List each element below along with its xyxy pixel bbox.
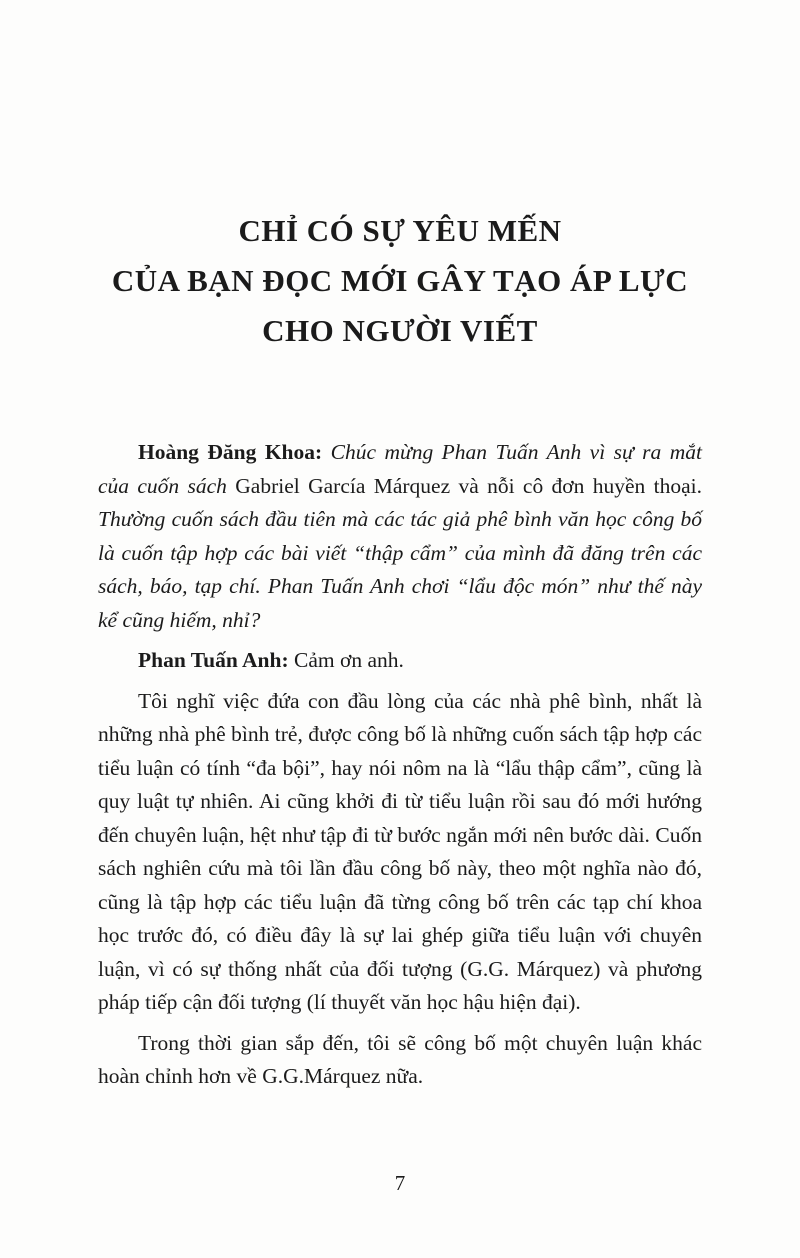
paragraph <box>98 685 702 1020</box>
paragraph <box>98 436 702 637</box>
chapter-title-line: CHO NGƯỜI VIẾT <box>262 313 538 348</box>
text-run: Thường cuốn sách đầu tiên mà các tác giả phê bình văn học công bố là cuốn tập hợp các bài viết “thập cẩm” của mình đã đăng trên các sách, báo, tạp chí. Phan Tuấn Anh chơi “lẩu độc món” như thế này kể cũng hiếm, nhỉ? <box>98 507 702 632</box>
paragraph <box>98 644 702 678</box>
chapter-title-line: CHỈ CÓ SỰ YÊU MẾN <box>238 213 562 248</box>
body-text <box>98 436 702 1094</box>
text-run: Phan Tuấn Anh: <box>138 648 294 672</box>
paragraph <box>98 1027 702 1094</box>
chapter-title-line: CỦA BẠN ĐỌC MỚI GÂY TẠO ÁP LỰC <box>111 263 689 298</box>
text-run: Cảm ơn anh. <box>293 648 404 672</box>
text-run: Gabriel García Márquez và nỗi cô đơn huyền thoại. <box>235 473 703 498</box>
chapter-title <box>98 0 702 356</box>
text-run: Trong thời gian sắp đến, tôi sẽ công bố một chuyên luận khác hoàn chỉnh hơn về G.G.Márquez nữa. <box>98 1030 702 1088</box>
page-number: 7 <box>394 1171 406 1195</box>
text-run: Chúc mừng Phan Tuấn Anh vì sự ra mắt của cuốn sách <box>98 440 702 498</box>
text-run: Hoàng Đăng Khoa: <box>138 440 331 464</box>
text-run: Tôi nghĩ việc đứa con đầu lòng của các nhà phê bình, nhất là những nhà phê bình trẻ, được công bố là những cuốn sách tập hợp các tiểu luận có tính “đa bội”, hay nói nôm na là “lẩu thập cẩm”, cũng là quy luật tự nhiên. Ai cũng khởi đi từ tiểu luận rồi sau đó mới hướng đến chuyên luận, hệt như tập đi từ bước ngắn mới nên bước dài. Cuốn sách nghiên cứu mà tôi lần đầu công bố này, theo một nghĩa nào đó, cũng là tập hợp các tiểu luận đã từng công bố trên các tạp chí khoa học trước đó, có điều đây là sự lai ghép giữa tiểu luận với chuyên luận, vì có sự thống nhất của đối tượng (G.G. Márquez) và phương pháp tiếp cận đối tượng (lí thuyết văn học hậu hiện đại). <box>98 688 702 1014</box>
